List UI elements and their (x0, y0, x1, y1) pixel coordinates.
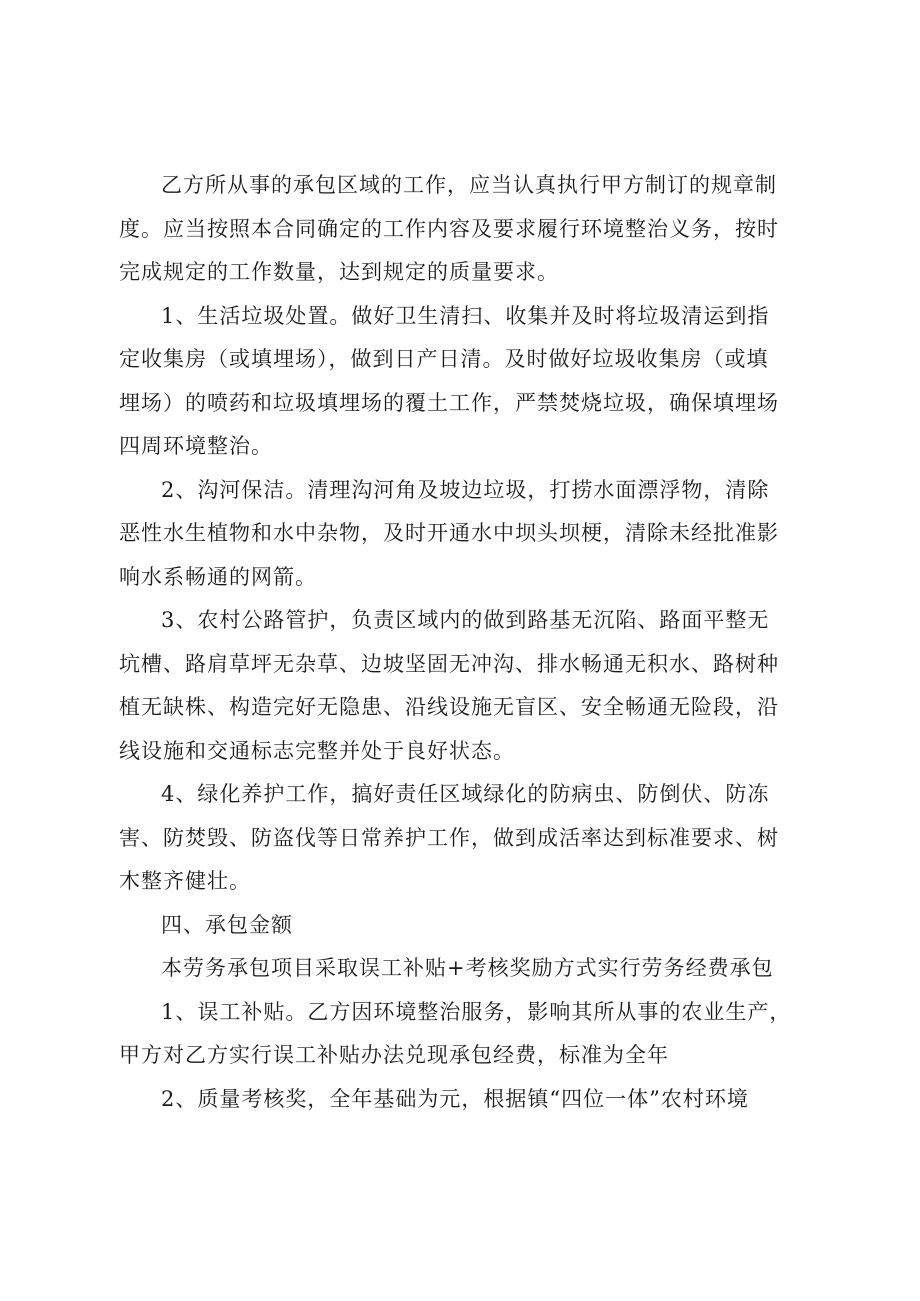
text-line: 线设施和交通标志完整并处于良好状态。 (119, 738, 515, 763)
text-line: 度。应当按照本合同确定的工作内容及要求履行环境整治义务，按时 (119, 216, 779, 241)
text-line: 本劳务承包项目采取误工补贴+考核奖励方式实行劳务经费承包 (161, 956, 774, 980)
text-line: 坑槽、路肩草坪无杂草、边坡坚固无冲沟、排水畅通无积水、路树种 (119, 651, 779, 676)
text-line: 1、生活垃圾处置。做好卫生清扫、收集并及时将垃圾清运到指 (161, 303, 770, 328)
text-line: 植无缺株、构造完好无隐患、沿线设施无盲区、安全畅通无险段，沿 (119, 695, 779, 719)
paragraph-contract-method (119, 947, 823, 991)
text-line: 2、沟河保洁。清理沟河角及坡边垃圾，打捞水面漂浮物，清除 (161, 477, 770, 502)
paragraph-garbage-disposal (119, 295, 823, 469)
text-line: 恶性水生植物和水中杂物，及时开通水中坝头坝梗，清除未经批准影 (119, 521, 779, 545)
text-line: 2、质量考核奖，全年基础为元，根据镇“四位一体”农村环境 (161, 1086, 749, 1111)
paragraph-road-maintenance (119, 599, 823, 773)
text-line: 4、绿化养护工作，搞好责任区域绿化的防病虫、防倒伏、防冻 (161, 782, 770, 806)
text-line: 埋场）的喷药和垃圾填埋场的覆土工作，严禁焚烧垃圾，确保填埋场 (119, 390, 779, 415)
paragraph-greening-care (119, 773, 823, 904)
text-line: 甲方对乙方实行误工补贴办法兑现承包经费，标准为全年 (119, 1043, 669, 1067)
section-heading-contract-amount (119, 904, 823, 948)
text-line: 1、误工补贴。乙方因环境整治服务，影响其所从事的农业生产， (161, 999, 792, 1024)
text-line: 完成规定的工作数量，达到规定的质量要求。 (119, 260, 559, 284)
paragraph-quality-bonus (119, 1078, 823, 1122)
document-body (119, 164, 823, 1121)
text-line: 3、农村公路管护，负责区域内的做到路基无沉陷、路面平整无 (161, 608, 770, 632)
text-line: 四周环境整治。 (119, 434, 273, 458)
text-line: 响水系畅通的网箭。 (119, 564, 317, 589)
paragraph-river-cleaning (119, 469, 823, 600)
text-line: 害、防焚毁、防盗伐等日常养护工作，做到成活率达到标准要求、树 (119, 825, 779, 850)
text-line: 定收集房（或填埋场），做到日产日清。及时做好垃圾收集房（或填 (119, 347, 769, 371)
text-line: 四、承包金额 (161, 912, 293, 937)
paragraph-duties-intro (119, 164, 823, 295)
text-line: 乙方所从事的承包区域的工作，应当认真执行甲方制订的规章制 (161, 173, 777, 197)
paragraph-lost-work-subsidy (119, 991, 823, 1078)
text-line: 木整齐健壮。 (119, 869, 251, 893)
